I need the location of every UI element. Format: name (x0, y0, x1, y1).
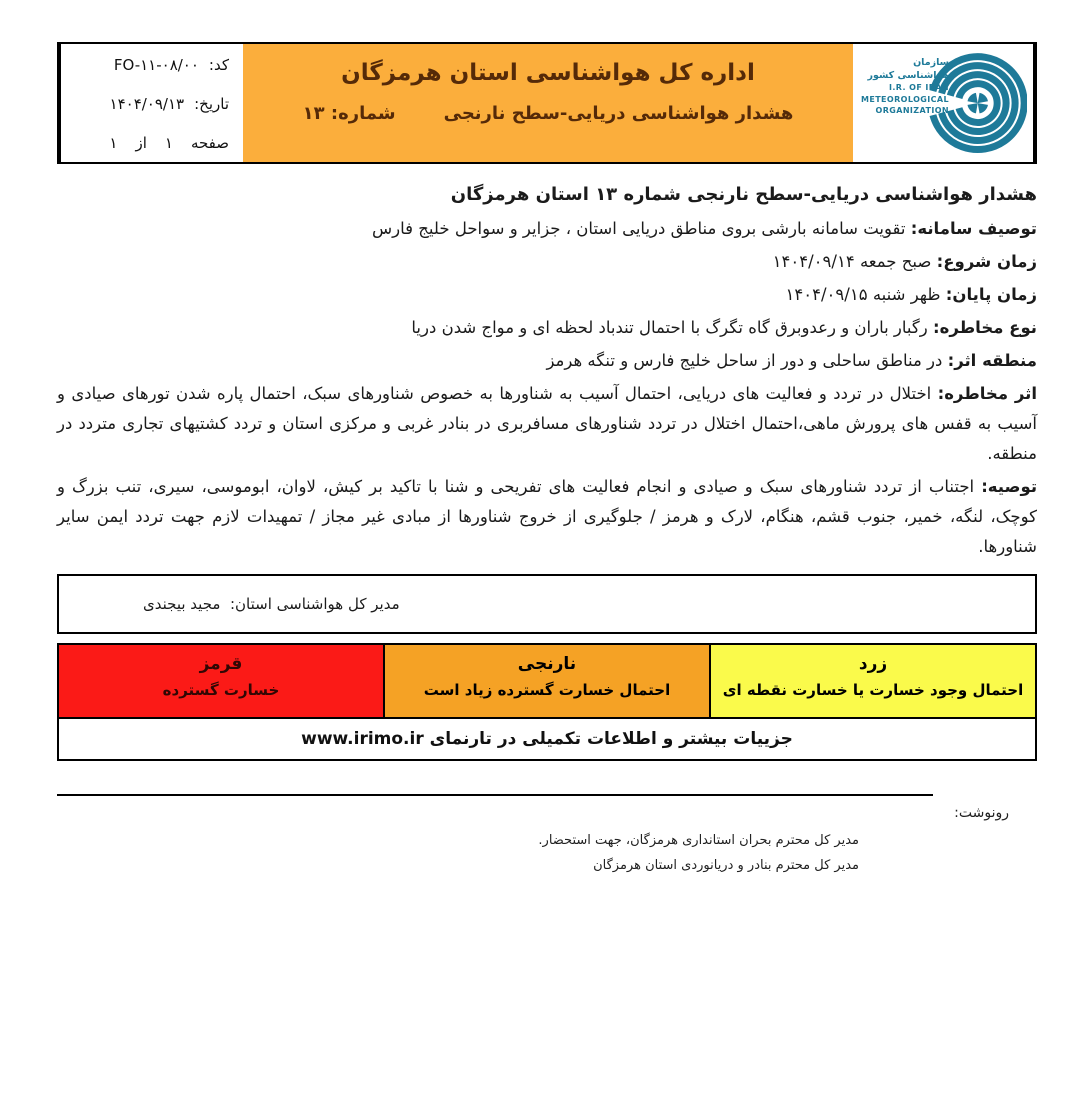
warning-number: شماره: ۱۳ (302, 103, 396, 124)
footer-section (57, 794, 1037, 878)
warning-subtitle-row (243, 103, 853, 124)
severity-cell-yellow (709, 645, 1035, 717)
code-row (71, 56, 229, 74)
page-total: ۱ (109, 134, 118, 152)
signature-box (57, 574, 1037, 634)
logo-text-en-2: METEOROLOGICAL (860, 94, 949, 104)
severity-name-yellow: زرد (858, 654, 888, 674)
copy-recipient-2: مدیر کل محترم بنادر و دریانوردی استان هرمزگان (593, 858, 859, 873)
code-label: کد: (208, 56, 229, 74)
document-content (57, 42, 1037, 878)
logo-box (853, 44, 1035, 162)
page-row (71, 134, 229, 152)
document-header (57, 42, 1037, 164)
warning-subtitle: هشدار هواشناسی دریایی-سطح نارنجی (443, 103, 794, 124)
page-label: صفحه (190, 134, 229, 152)
severity-name-orange: نارنجی (517, 654, 577, 674)
severity-desc-yellow: احتمال وجود خسارت یا خسارت نقطه ای (722, 681, 1024, 699)
footer-divider (57, 794, 933, 796)
logo-text-en-3: ORGANIZATION (875, 106, 949, 115)
severity-cell-red (59, 645, 383, 717)
website-link[interactable]: www.irimo.ir (301, 729, 424, 749)
field-hazard-effect: اثر مخاطره: اختلال در تردد و فعالیت های دریایی، احتمال آسیب به شناورها به خصوص شناورهای سبک، احتمال پاره شدن تورهای صیادی و آسیب به قفس های پرورش ماهی،احتمال اختلال در تردد شناورهای مسافربری در بنادر غربی و مرکزی استان و تردد کشتیهای تجاری متردد در منطقه. (57, 384, 1038, 463)
severity-scale (57, 643, 1037, 719)
field-recommendation: توصیه: اجتناب از تردد شناورهای سبک و صیادی و انجام فعالیت های تفریحی و شنا با تاکید بر کیش، لاوان، ابوموسی، سیری، تنب بزرگ و کوچک، لنگه، خمیر، جنوب قشم، هنگام، لارک و هرمز / جلوگیری از خروج شناورها از مبادی غیر مجاز / تمهیدات لازم جهت تردد ایمن سایر شناورها. (57, 477, 1038, 556)
field-hazard-type: نوع مخاطره: رگبار باران و رعدوبرق گاه تگرگ با احتمال تندباد لحظه ای و مواج شدن دریا (411, 318, 1037, 337)
field-start-time: زمان شروع: صبح جمعه ۱۴۰۴/۰۹/۱۴ (772, 252, 1037, 271)
logo-text-en-1: I.R. OF IRAN (888, 83, 949, 92)
signature-text: مدیر کل هواشناسی استان: مجید بیجندی (143, 595, 400, 613)
website-note: جزییات بیشتر و اطلاعات تکمیلی در تارنمای www.irimo.ir (301, 729, 793, 749)
severity-desc-red: خسارت گسترده (162, 681, 280, 699)
severity-desc-orange: احتمال خسارت گسترده زیاد است (423, 681, 671, 699)
page-number: ۱ (164, 134, 173, 152)
copy-to-label: رونوشت: (954, 805, 1009, 821)
copy-recipients (57, 828, 1037, 878)
website-row (57, 717, 1037, 761)
severity-cell-orange (383, 645, 709, 717)
field-end-time: زمان پایان: ظهر شنبه ۱۴۰۴/۰۹/۱۵ (785, 285, 1037, 304)
page-of-label: از (135, 134, 147, 152)
date-value: ۱۴۰۴/۰۹/۱۳ (109, 95, 185, 113)
organization-title: اداره کل هواشناسی استان هرمزگان (341, 60, 755, 86)
logo-wordmark (859, 56, 949, 117)
warning-heading: هشدار هواشناسی دریایی-سطح نارنجی شماره ۱۳ استان هرمزگان (450, 184, 1037, 205)
signatory-name: مجید بیجندی (143, 595, 221, 613)
code-value: FO-۱۱-۰۸/۰۰ (113, 56, 199, 74)
logo-text-farsi: سازمان هواشناسی کشور (867, 57, 949, 81)
header-title-banner (243, 44, 853, 162)
field-system-description: توصیف سامانه: تقویت سامانه بارشی بروی مناطق دریایی استان ، جزایر و سواحل خلیج فارس (372, 219, 1037, 238)
date-row (71, 95, 229, 113)
date-label: تاریخ: (194, 95, 229, 113)
pinwheel-icon (968, 93, 988, 113)
warning-body (57, 184, 1037, 562)
field-affected-area: منطقه اثر: در مناطق ساحلی و دور از ساحل خلیج فارس و تنگه هرمز (546, 351, 1037, 370)
copy-recipient-1: مدیر کل محترم بحران استانداری هرمزگان، جهت استحضار. (538, 833, 859, 848)
severity-name-red: قرمز (199, 654, 243, 674)
header-info-box (59, 44, 243, 162)
